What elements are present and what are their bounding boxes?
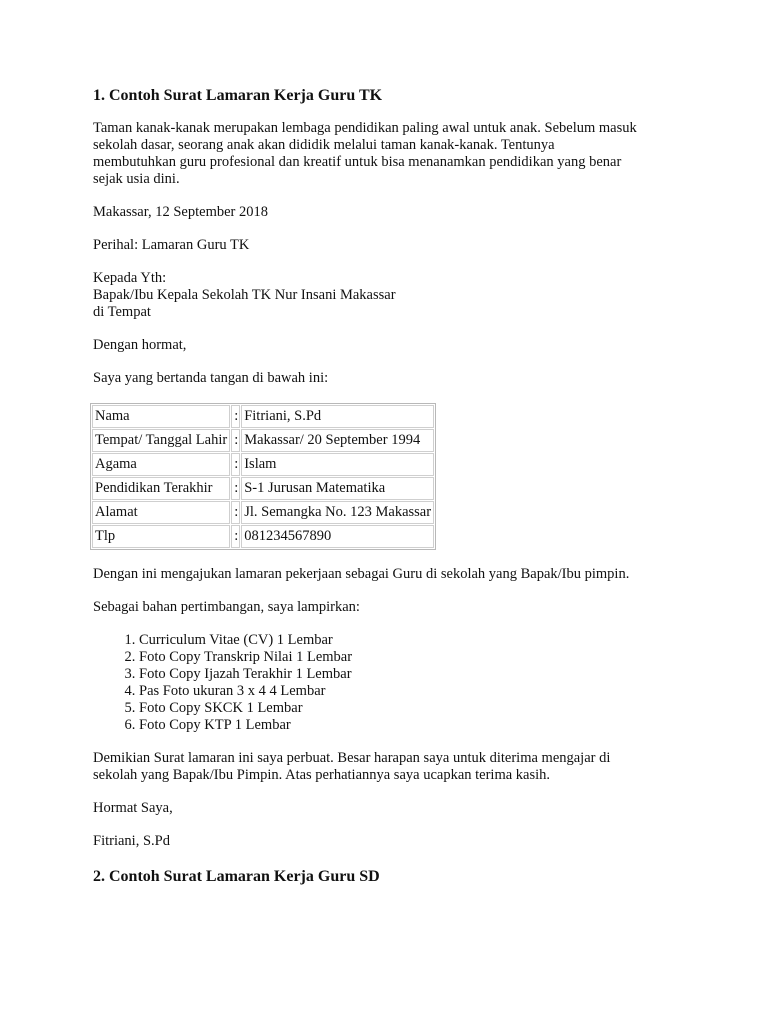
attachments-list <box>93 632 713 734</box>
table-separator: : <box>231 453 240 476</box>
table-row <box>92 429 434 452</box>
table-value: Jl. Semangka No. 123 Makassar <box>241 501 434 524</box>
letter-recipient <box>93 270 713 321</box>
table-separator: : <box>231 477 240 500</box>
table-separator: : <box>231 429 240 452</box>
list-item: 3. Foto Copy Ijazah Terakhir 1 Lembar <box>139 666 713 683</box>
section-2-heading: 2. Contoh Surat Lamaran Kerja Guru SD <box>93 868 380 885</box>
table-label: Pendidikan Terakhir <box>92 477 230 500</box>
closing-line: Demikian Surat lamaran ini saya perbuat. Besar harapan saya untuk diterima mengajar di <box>93 750 611 766</box>
table-row <box>92 453 434 476</box>
closing-line: sekolah yang Bapak/Ibu Pimpin. Atas perhatiannya saya ucapkan terima kasih. <box>93 767 551 783</box>
table-row <box>92 405 434 428</box>
section-1-intro <box>93 120 713 188</box>
list-item: 6. Foto Copy KTP 1 Lembar <box>139 717 713 734</box>
intro-line: sekolah dasar, seorang anak akan dididik melalui taman kanak-kanak. Tentunya <box>93 137 555 153</box>
table-separator: : <box>231 405 240 428</box>
recipient-line: di Tempat <box>93 304 151 320</box>
list-item: 5. Foto Copy SKCK 1 Lembar <box>139 700 713 717</box>
recipient-line: Bapak/Ibu Kepala Sekolah TK Nur Insani Makassar <box>93 287 396 303</box>
letter-signature-name: Fitriani, S.Pd <box>93 833 170 849</box>
table-value: Fitriani, S.Pd <box>241 405 434 428</box>
table-value: Islam <box>241 453 434 476</box>
intro-line: sejak usia dini. <box>93 171 180 187</box>
intro-line: Taman kanak-kanak merupakan lembaga pendidikan paling awal untuk anak. Sebelum masuk <box>93 120 637 136</box>
recipient-line: Kepada Yth: <box>93 270 167 286</box>
table-label: Agama <box>92 453 230 476</box>
intro-line: membutuhkan guru profesional dan kreatif untuk bisa menanamkan pendidikan yang benar <box>93 154 622 170</box>
letter-closing <box>93 750 713 784</box>
table-label: Tempat/ Tanggal Lahir <box>92 429 230 452</box>
table-label: Nama <box>92 405 230 428</box>
list-item: 2. Foto Copy Transkrip Nilai 1 Lembar <box>139 649 713 666</box>
letter-sign-off: Hormat Saya, <box>93 800 173 816</box>
table-separator: : <box>231 501 240 524</box>
applicant-table <box>90 403 436 550</box>
letter-subject: Perihal: Lamaran Guru TK <box>93 237 250 253</box>
list-item: 4. Pas Foto ukuran 3 x 4 4 Lembar <box>139 683 713 700</box>
document-page <box>93 86 713 887</box>
table-separator: : <box>231 525 240 548</box>
letter-attachments-intro: Sebagai bahan pertimbangan, saya lampirkan: <box>93 599 360 615</box>
table-row <box>92 501 434 524</box>
section-1-heading: 1. Contoh Surat Lamaran Kerja Guru TK <box>93 87 383 104</box>
letter-salutation: Dengan hormat, <box>93 337 187 353</box>
table-value: 081234567890 <box>241 525 434 548</box>
letter-intro-statement: Saya yang bertanda tangan di bawah ini: <box>93 370 329 386</box>
table-row <box>92 477 434 500</box>
letter-application-statement: Dengan ini mengajukan lamaran pekerjaan sebagai Guru di sekolah yang Bapak/Ibu pimpin. <box>93 566 630 582</box>
table-row <box>92 525 434 548</box>
list-item: 1. Curriculum Vitae (CV) 1 Lembar <box>139 632 713 649</box>
table-value: S-1 Jurusan Matematika <box>241 477 434 500</box>
table-label: Tlp <box>92 525 230 548</box>
letter-place-date: Makassar, 12 September 2018 <box>93 204 268 220</box>
table-label: Alamat <box>92 501 230 524</box>
table-value: Makassar/ 20 September 1994 <box>241 429 434 452</box>
